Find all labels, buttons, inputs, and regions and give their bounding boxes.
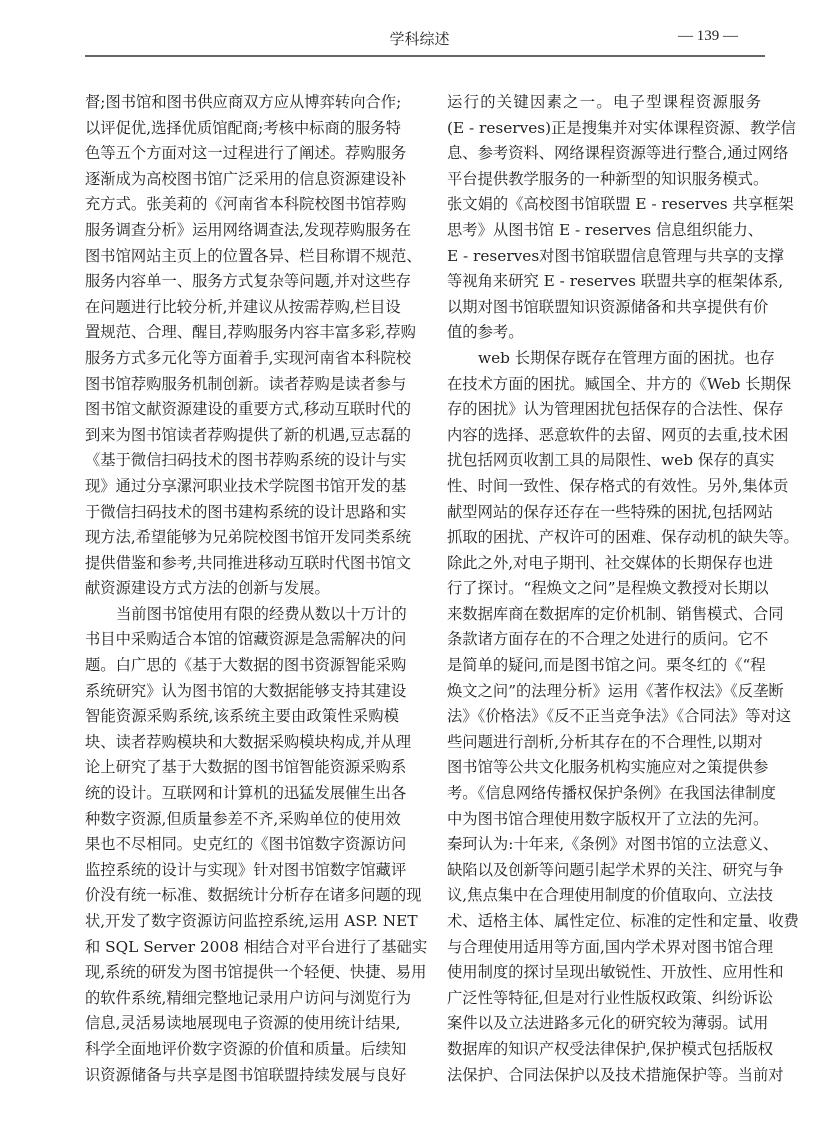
text-line: 息、参考资料、网络课程资源等进行整合,通过网络 (447, 144, 789, 163)
text-line: 数据库的知识产权受法律保护,保护模式包括版权 (447, 1039, 774, 1058)
text-line: 价没有统一标准、数据统计分析存在诸多问题的现 (85, 886, 422, 905)
text-line: 考。《信息网络传播权保护条例》在我国法律制度 (447, 784, 776, 803)
text-line: 些问题进行剖析,分析其存在的不合理性,以期对 (447, 732, 763, 751)
text-line: 行了探讨。“程焕文之问”是程焕文教授对长期以 (447, 579, 769, 598)
section-title: 学科综述 (389, 30, 450, 48)
text-line: 献资源建设方式方法的创新与发展。 (85, 579, 330, 598)
text-line: 当前图书馆使用有限的经费从数以十万计的 (116, 604, 407, 623)
text-line: 现方法,希望能够为兄弟院校图书馆开发同类系统 (85, 528, 412, 547)
text-line: 平台提供教学服务的一种新型的知识服务模式。 (447, 169, 769, 188)
text-line: 题。白广思的《基于大数据的图书资源智能采购 (85, 656, 407, 675)
text-line: 识资源储备与共享是图书馆联盟持续发展与良好 (85, 1065, 407, 1084)
text-line: 秦珂认为:十年来,《条例》对图书馆的立法意义、 (447, 835, 779, 854)
text-line: 在问题进行比较分析,并建议从按需荐购,栏目设 (85, 297, 401, 316)
text-line: 运行的关键因素之一。电子型课程资源服务 (447, 93, 761, 111)
text-line: (E - reserves)正是搜集并对实体课程资源、教学信 (447, 118, 796, 137)
text-line: 中为图书馆合理使用数字版权开了立法的先河。 (447, 809, 769, 828)
text-line: 缺陷以及创新等问题引起学术界的关注、研究与争 (447, 860, 784, 879)
text-line: 广泛性等特征,但是对行业性版权政策、纠纷诉讼 (447, 988, 774, 1007)
text-line: 案件以及立法进路多元化的研究较为薄弱。试用 (447, 1014, 769, 1033)
text-line: 性、时间一致性、保存格式的有效性。另外,集体贡 (447, 476, 789, 495)
text-line: 以期对图书馆联盟知识资源储备和共享提供有价 (447, 297, 769, 316)
text-line: 科学全面地评价数字资源的价值和质量。后续知 (85, 1039, 407, 1058)
text-line: 色等五个方面对这一过程进行了阐述。荐购服务 (85, 144, 407, 163)
text-line: 与合理使用适用等方面,国内学术界对图书馆合理 (447, 937, 774, 956)
text-line: 抓取的困扰、产权许可的困难、保存动机的缺失等。 (447, 528, 799, 547)
text-line: 张文娟的《高校图书馆联盟 E - reserves 共享框架 (447, 195, 794, 214)
text-line: 存的困扰》认为管理困扰包括保存的合法性、保存 (447, 400, 784, 419)
text-line: 《基于微信扫码技术的图书荐购系统的设计与实 (85, 451, 407, 470)
text-line: 和 SQL Server 2008 相结合对平台进行了基础实 (85, 937, 428, 956)
text-line: 逐渐成为高校图书馆广泛采用的信息资源建设补 (85, 169, 407, 188)
text-line: 思考》从图书馆 E - reserves 信息组织能力、 (447, 220, 764, 239)
text-line: 服务调查分析》运用网络调查法,发现荐购服务在 (85, 220, 412, 239)
text-line: 图书馆等公共文化服务机构实施应对之策提供参 (447, 758, 769, 777)
text-line: 服务方式多元化等方面着手,实现河南省本科院校 (85, 348, 412, 367)
text-line: E - reserves对图书馆联盟信息管理与共享的支撑 (447, 246, 784, 265)
text-line: 现,系统的研发为图书馆提供一个轻便、快捷、易用 (85, 963, 427, 982)
text-line: 督;图书馆和图书供应商双方应从博弈转向合作; (85, 93, 402, 111)
header-rule (85, 55, 765, 57)
text-line: 法》《价格法》《反不正当竞争法》《合同法》等对这 (447, 707, 792, 726)
text-line: 于微信扫码技术的图书建构系统的设计思路和实 (85, 502, 407, 521)
text-line: 提供借鉴和参考,共同推进移动互联时代图书馆文 (85, 553, 412, 572)
text-line: 信息,灵活易读地展现电子资源的使用统计结果, (85, 1014, 401, 1033)
text-line: 议,焦点集中在合理使用制度的价值取向、立法技 (447, 886, 774, 905)
text-line: 种数字资源,但质量参差不齐,采购单位的使用效 (85, 809, 401, 828)
text-line: 书目中采购适合本馆的馆藏资源是急需解决的问 (85, 630, 407, 649)
text-line: 统的设计。互联网和计算机的迅猛发展催生出各 (85, 784, 407, 803)
text-line: 充方式。张美莉的《河南省本科院校图书馆荐购 (85, 195, 407, 214)
text-line: 在技术方面的困扰。臧国全、井方的《Web 长期保 (447, 374, 792, 393)
text-line: 条款诸方面存在的不合理之处进行的质问。它不 (447, 630, 769, 649)
text-line: 果也不尽相同。史克红的《图书馆数字资源访问 (85, 835, 407, 854)
text-line: 焕文之问”的法理分析》运用《著作权法》《反垄断 (447, 681, 784, 700)
text-line: 到来为图书馆读者荐购提供了新的机遇,豆志磊的 (85, 425, 412, 444)
text-line: 献型网站的保存还存在一些特殊的困扰,包括网站 (447, 502, 774, 521)
text-line: 论上研究了基于大数据的图书馆智能资源采购系 (85, 758, 407, 777)
text-line: 的软件系统,精细完整地记录用户访问与浏览行为 (85, 988, 412, 1007)
text-line: 服务内容单一、服务方式复杂等问题,并对这些存 (85, 272, 412, 291)
text-line: 法保护、合同法保护以及技术措施保护等。当前对 (447, 1065, 784, 1084)
text-line: 以评促优,选择优质馆配商;考核中标商的服务特 (85, 118, 401, 137)
text-line: 置规范、合理、醒目,荐购服务内容丰富多彩,荐购 (85, 323, 416, 342)
text-line: 值的参考。 (447, 323, 524, 342)
text-line: 扰包括网页收割工具的局限性、web 保存的真实 (447, 451, 775, 470)
page-number: — 139 — (678, 28, 738, 44)
text-line: 是简单的疑问,而是图书馆之问。栗冬红的《“程 (447, 656, 766, 675)
text-line: 图书馆荐购服务机制创新。读者荐购是读者参与 (85, 374, 407, 393)
text-line: 现》通过分享漯河职业技术学院图书馆开发的基 (85, 476, 407, 495)
text-line: 智能资源采购系统,该系统主要由政策性采购模 (85, 707, 399, 726)
left-column (85, 90, 428, 1088)
text-line: 块、读者荐购模块和大数据采购模块构成,并从理 (85, 732, 412, 751)
text-line: 内容的选择、恶意软件的去留、网页的去重,技术困 (447, 425, 789, 444)
text-line: 图书馆文献资源建设的重要方式,移动互联时代的 (85, 400, 412, 419)
text-line: 状,开发了数字资源访问监控系统,运用 ASP. NET (85, 912, 418, 930)
text-line: 图书馆网站主页上的位置各异、栏目称谓不规范、 (85, 246, 422, 265)
text-line: 来数据库商在数据库的定价机制、销售模式、合同 (447, 604, 784, 623)
text-line: 术、适格主体、属性定位、标准的定性和定量、收费 (447, 912, 799, 930)
text-line: 除此之外,对电子期刊、社交媒体的长期保存也进 (447, 553, 774, 572)
text-line: 系统研究》认为图书馆的大数据能够支持其建设 (85, 681, 407, 700)
text-line: 等视角来研究 E - reserves 联盟共享的框架体系, (447, 272, 784, 291)
right-column (447, 90, 799, 1088)
text-line: 使用制度的探讨呈现出敏锐性、开放性、应用性和 (447, 963, 784, 982)
text-line: 监控系统的设计与实现》针对图书馆数字馆藏评 (85, 860, 407, 879)
text-line: web 长期保存既存在管理方面的困扰。也存 (478, 348, 775, 367)
